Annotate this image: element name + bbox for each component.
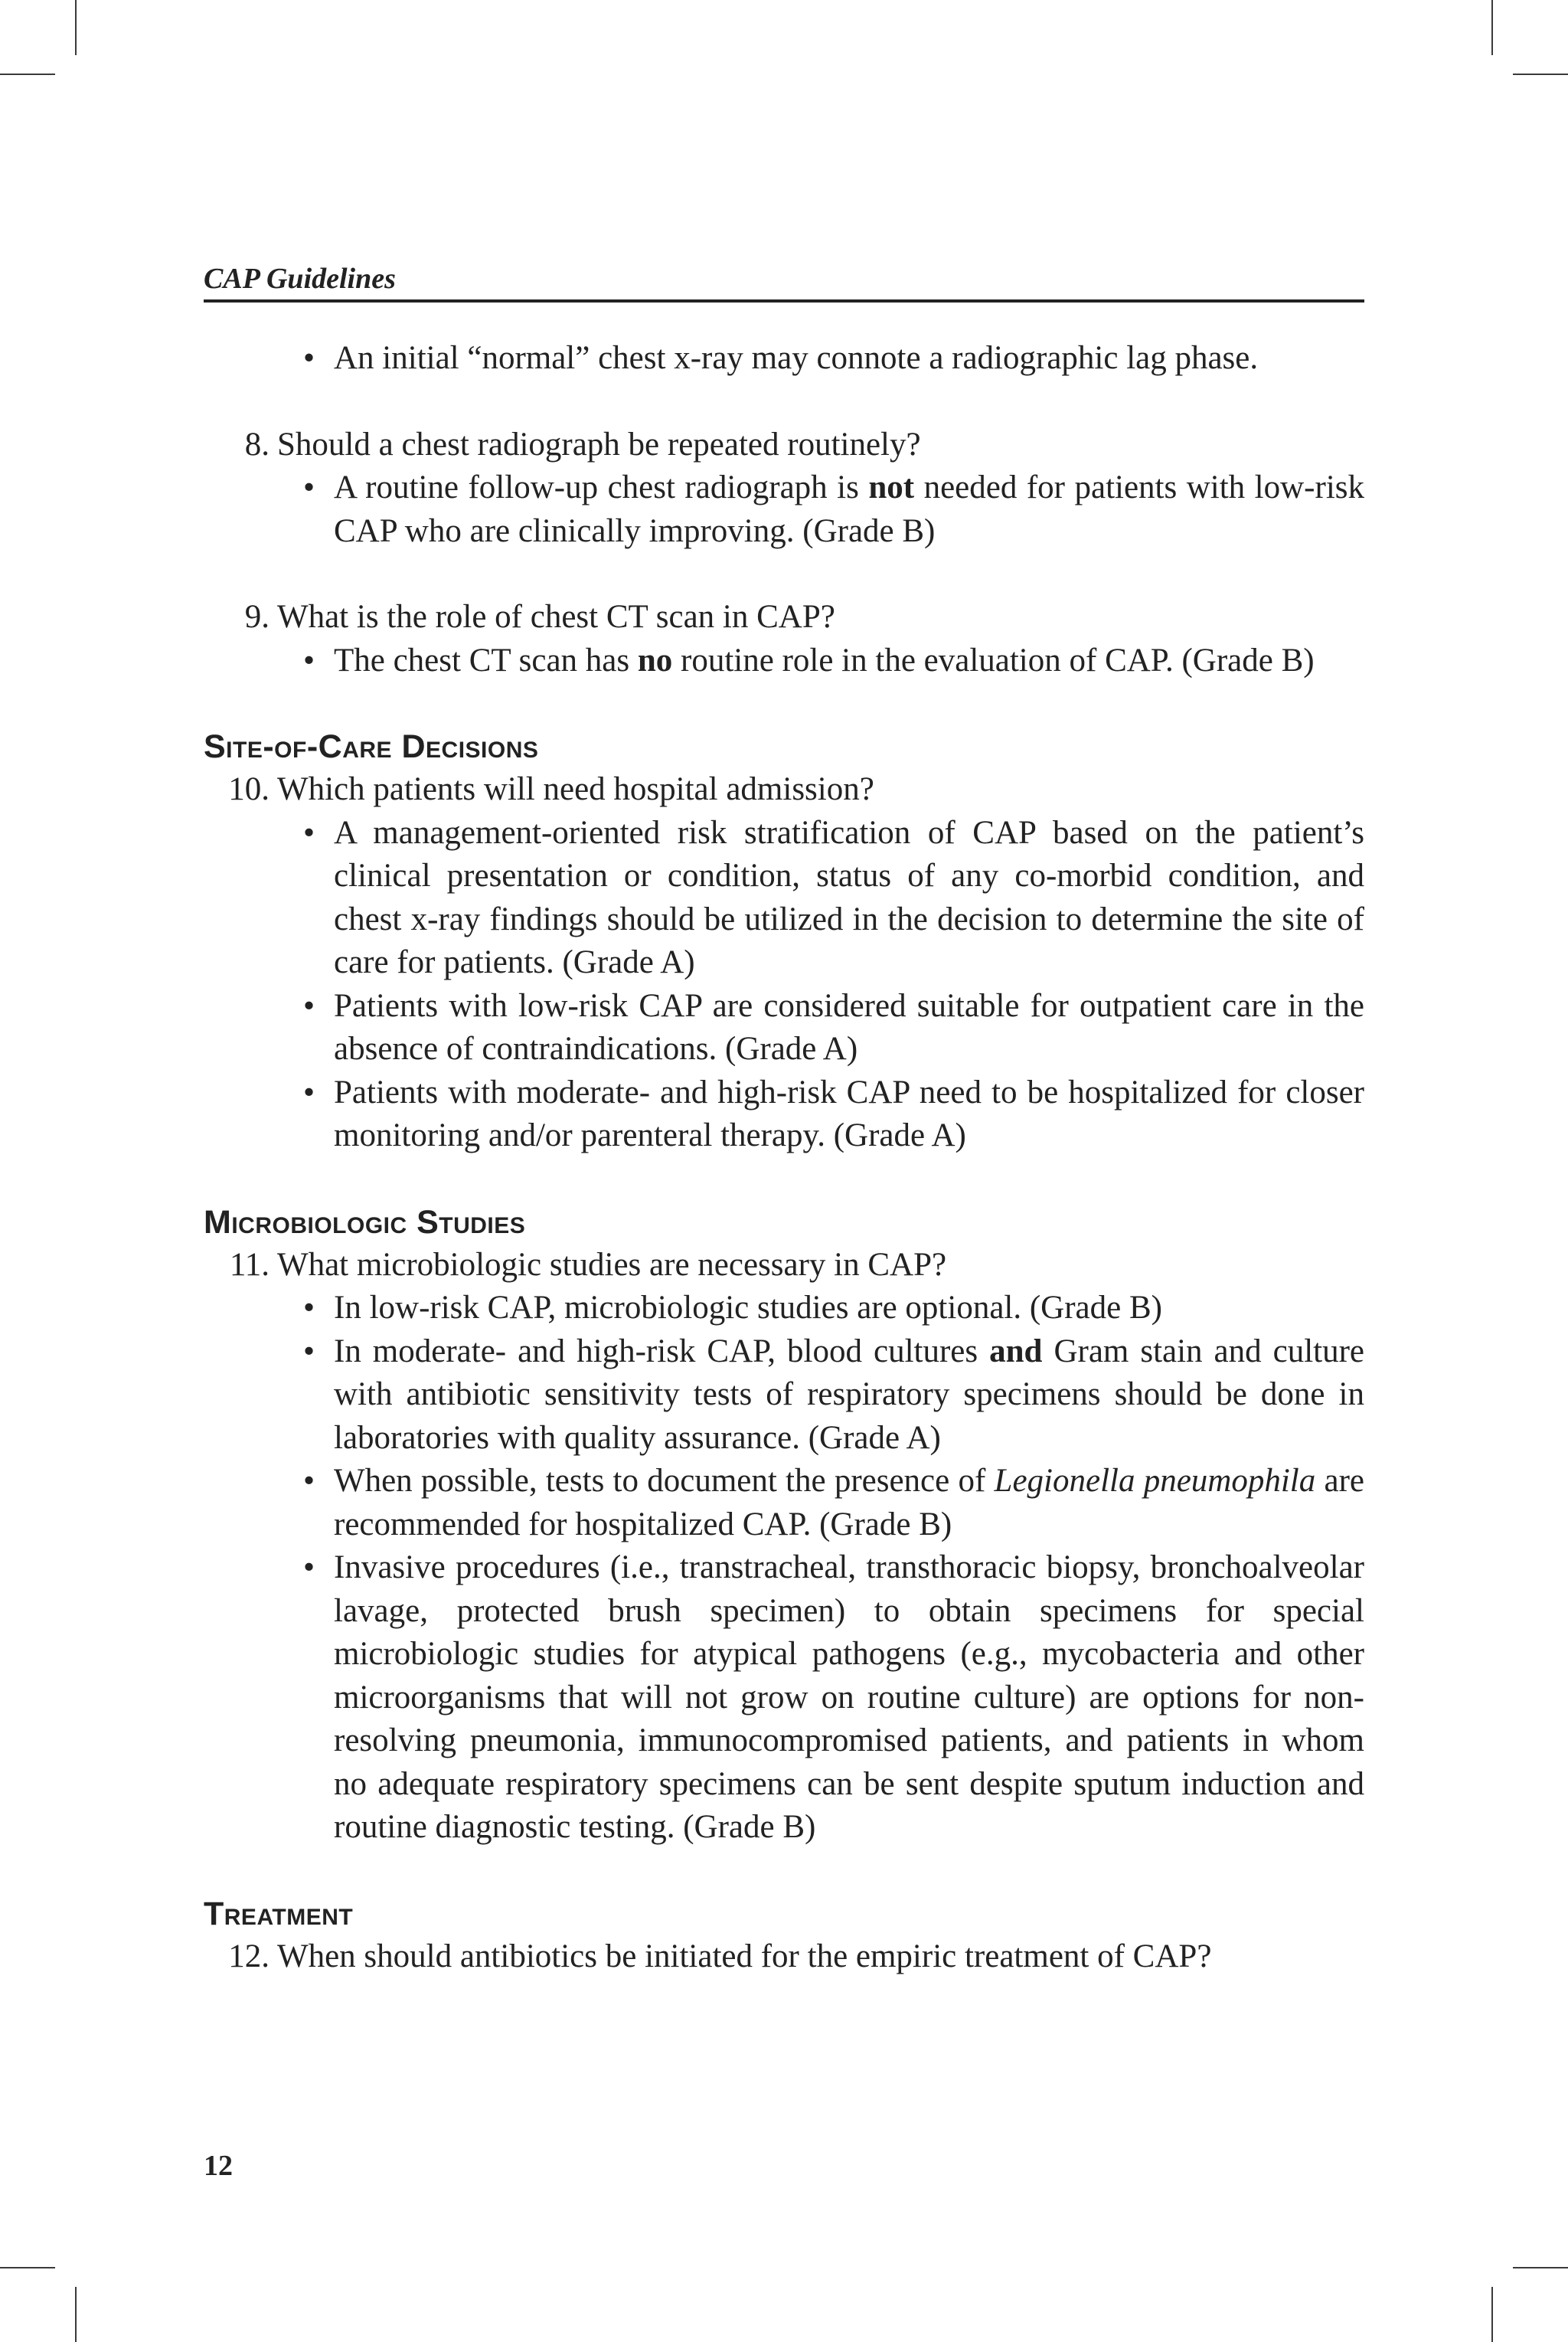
question-11 xyxy=(204,1244,1364,1287)
bullet-list xyxy=(204,1287,1364,1850)
bullet-icon: • xyxy=(303,814,315,851)
header-rule xyxy=(204,299,1364,303)
bullet-icon: • xyxy=(303,987,315,1024)
list-item xyxy=(204,337,1364,381)
question-text: When should antibiotics be initiated for the empiric treatment of CAP? xyxy=(277,1938,1212,1974)
bold-text: no xyxy=(637,642,673,679)
bullet-text: routine role in the evaluation of CAP. (Grade B) xyxy=(672,642,1315,679)
bullet-text: A routine follow-up chest radiograph is xyxy=(334,469,869,505)
bullet-text: In low-risk CAP, microbiologic studies are optional. (Grade B) xyxy=(334,1290,1162,1326)
page-body xyxy=(204,337,1364,1978)
crop-mark xyxy=(1513,74,1568,75)
bullet-list xyxy=(204,466,1364,553)
list-item xyxy=(204,1287,1364,1330)
question-text: What microbiologic studies are necessary in CAP? xyxy=(277,1246,947,1283)
bullet-icon: • xyxy=(303,1290,315,1326)
question-8 xyxy=(204,424,1364,467)
list-item xyxy=(204,1330,1364,1460)
question-number: 10. xyxy=(228,771,270,807)
crop-mark xyxy=(75,2287,77,2342)
bullet-text: needed for patients with low-risk CAP who are clinically improving. (Grade B) xyxy=(334,469,1364,549)
question-text: What is the role of chest CT scan in CAP? xyxy=(277,599,835,635)
crop-mark xyxy=(1513,2267,1568,2268)
bullet-text: Invasive procedures (i.e., transtracheal, transthoracic biopsy, bronchoalveolar lavage, protected brush specimen) to obtain specimens for special microbiologic studies for atypical pathogens (e.g., mycobacteria and other microorganisms that will not grow on routine culture) are options for non-resolving pneumonia, immunocompromised patients, and patients in whom no adequate respiratory specimens can be sent despite sputum induction and routine diagnostic testing. (Grade B) xyxy=(334,1549,1364,1845)
question-12 xyxy=(204,1935,1364,1979)
bullet-text: are recommended for hospitalized CAP. (Grade B) xyxy=(334,1463,1365,1542)
bullet-list xyxy=(204,337,1364,381)
page-number: 12 xyxy=(204,2150,233,2182)
bullet-text: A management-oriented risk stratification of CAP based on the patient’s clinical presentation or condition, status of any co-morbid condition, and chest x-ray findings should be utilized in the decision to determine the site of care for patients. (Grade A) xyxy=(334,814,1364,980)
bullet-icon: • xyxy=(303,340,315,376)
section-heading-site-of-care: Site-of-Care Decisions xyxy=(204,728,539,765)
question-9 xyxy=(204,596,1364,639)
crop-mark xyxy=(1491,2287,1493,2342)
bullet-icon: • xyxy=(303,1549,315,1585)
list-item xyxy=(204,1071,1364,1158)
bold-text: and xyxy=(989,1333,1043,1369)
crop-mark xyxy=(0,74,55,75)
crop-mark xyxy=(75,0,77,55)
bullet-icon: • xyxy=(303,1333,315,1369)
bullet-list xyxy=(204,639,1364,683)
bullet-text: Gram stain and culture with antibiotic sensitivity tests of respiratory specimens should be done in laboratories with quality assurance. (Grade A) xyxy=(334,1333,1365,1456)
bold-text: not xyxy=(868,469,915,505)
bullet-text: An initial “normal” chest x-ray may connote a radiographic lag phase. xyxy=(334,340,1259,376)
italic-text: Legionella pneumophila xyxy=(994,1463,1316,1499)
bullet-icon: • xyxy=(303,642,315,679)
question-text: Should a chest radiograph be repeated routinely? xyxy=(277,426,921,463)
bullet-list xyxy=(204,812,1364,1158)
bullet-icon: • xyxy=(303,469,315,505)
running-header: CAP Guidelines xyxy=(204,263,396,295)
list-item xyxy=(204,985,1364,1071)
bullet-text: The chest CT scan has xyxy=(334,642,638,679)
bullet-icon: • xyxy=(303,1074,315,1110)
question-number: 11. xyxy=(229,1246,270,1283)
list-item xyxy=(204,1546,1364,1850)
question-10 xyxy=(204,768,1364,812)
bullet-text: Patients with moderate- and high-risk CAP need to be hospitalized for closer monitoring and/or parenteral therapy. (Grade A) xyxy=(334,1074,1364,1153)
list-item xyxy=(204,812,1364,985)
list-item xyxy=(204,639,1364,683)
question-number: 12. xyxy=(228,1938,270,1974)
list-item xyxy=(204,466,1364,553)
crop-mark xyxy=(1491,0,1493,55)
question-text: Which patients will need hospital admission? xyxy=(277,771,874,807)
bullet-text: When possible, tests to document the presence of xyxy=(334,1463,995,1499)
crop-mark xyxy=(0,2267,55,2268)
section-heading-microbiologic-studies: Microbiologic Studies xyxy=(204,1203,526,1241)
list-item xyxy=(204,1460,1364,1546)
section-heading-treatment: Treatment xyxy=(204,1895,354,1932)
question-number: 9. xyxy=(244,599,270,635)
bullet-text: Patients with low-risk CAP are considered suitable for outpatient care in the absence of contraindications. (Grade A) xyxy=(334,987,1364,1067)
question-number: 8. xyxy=(244,426,270,463)
bullet-text: In moderate- and high-risk CAP, blood cultures xyxy=(334,1333,990,1369)
bullet-icon: • xyxy=(303,1463,315,1499)
